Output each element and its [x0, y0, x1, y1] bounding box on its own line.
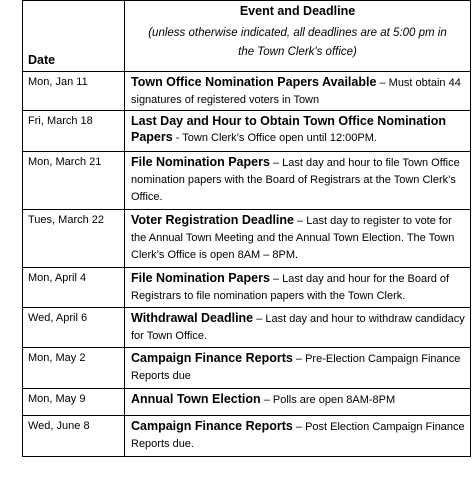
table-row: [23, 308, 471, 348]
event-title: Campaign Finance Reports: [131, 419, 293, 433]
row-event: [125, 152, 471, 210]
event-title: Withdrawal Deadline: [131, 311, 254, 325]
table-row: [23, 152, 471, 210]
row-date: Wed, April 6: [23, 308, 125, 348]
table-row: [23, 416, 471, 457]
row-event: [125, 308, 471, 348]
table-row: [23, 111, 471, 152]
row-date: Wed, June 8: [23, 416, 125, 457]
table-row: [23, 268, 471, 308]
row-event: [125, 416, 471, 457]
event-header-note-line2: the Town Clerk's office): [238, 46, 357, 58]
table-row: [23, 389, 471, 416]
event-title: File Nomination Papers: [131, 155, 270, 169]
event-description: – Last day and hour to file Town Office nomination papers with the Board of Registrars at the Town Clerk’s Office.: [131, 157, 460, 203]
row-date: Mon, April 4: [23, 268, 125, 308]
row-event: [125, 389, 471, 416]
date-column-header: Date: [23, 1, 125, 72]
row-event: [125, 268, 471, 308]
event-description: – Pre-Election Campaign Finance Reports due: [131, 353, 461, 382]
deadline-table: [22, 0, 471, 457]
event-header-title: Event and Deadline: [239, 4, 356, 18]
row-date: Mon, May 2: [23, 348, 125, 389]
event-title: File Nomination Papers: [131, 271, 270, 285]
event-description: – Last day and hour for the Board of Registrars to file nomination papers with the Town Clerk.: [131, 273, 450, 302]
row-date: Fri, March 18: [23, 111, 125, 152]
row-event: [125, 348, 471, 389]
table-header-row: [23, 1, 471, 72]
event-title: Campaign Finance Reports: [131, 351, 293, 365]
row-event: [125, 111, 471, 152]
event-description: – Last day and hour to withdraw candidacy for Town Office.: [131, 313, 465, 342]
event-title: Last Day and Hour to Obtain Town Office Nomination Papers: [131, 114, 447, 144]
event-title: Annual Town Election: [131, 392, 261, 406]
event-header-note: [129, 24, 466, 62]
row-event: [125, 72, 471, 111]
event-description: – Must obtain 44 signatures of registered voters in Town: [131, 77, 461, 106]
row-date: Mon, May 9: [23, 389, 125, 416]
row-date: Tues, March 22: [23, 210, 125, 268]
event-description: – Post Election Campaign Finance Reports due.: [131, 421, 465, 450]
row-date: Mon, March 21: [23, 152, 125, 210]
row-date: Mon, Jan 11: [23, 72, 125, 111]
event-description: - Town Clerk’s Office open until 12:00PM.: [172, 132, 377, 144]
row-event: [125, 210, 471, 268]
event-title: Town Office Nomination Papers Available: [131, 75, 377, 89]
event-header-note-line1: (unless otherwise indicated, all deadlines are at 5:00 pm in: [148, 27, 447, 39]
event-column-header: [125, 1, 471, 72]
table-row: [23, 210, 471, 268]
table-row: [23, 72, 471, 111]
event-description: – Last day to register to vote for the Annual Town Meeting and the Annual Town Election. The Town Clerk’s Office is open 8AM – 8PM.: [131, 215, 455, 261]
event-title: Voter Registration Deadline: [131, 213, 294, 227]
event-description: – Polls are open 8AM-8PM: [260, 394, 396, 406]
table-row: [23, 348, 471, 389]
